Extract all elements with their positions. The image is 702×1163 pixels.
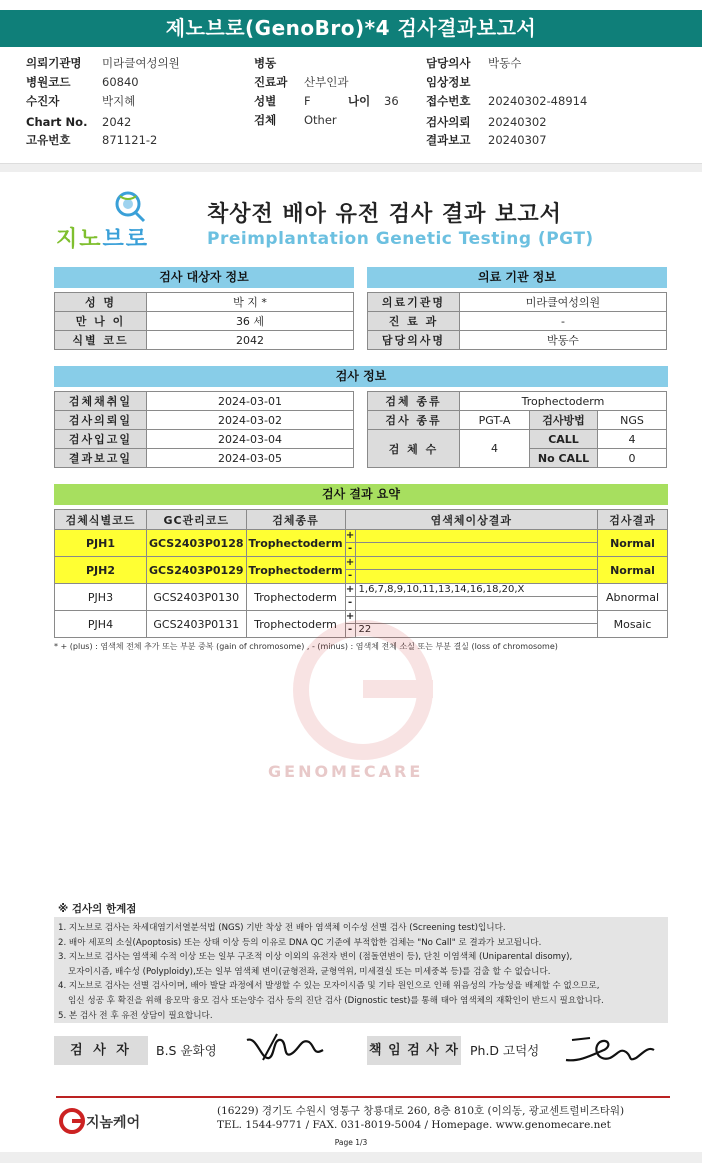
method: NGS: [598, 411, 667, 430]
sample-id: PJH3: [55, 584, 147, 611]
call-label: CALL: [530, 430, 598, 449]
sample-id: PJH2: [55, 557, 147, 584]
genomecare-watermark-icon: [268, 620, 458, 780]
specimen-type: Trophectoderm: [246, 611, 345, 638]
table-row: [368, 411, 667, 430]
test-result: Normal: [598, 557, 668, 584]
watermark-text: GENOMECARE: [268, 762, 424, 781]
requested-row: 검사의뢰 20240302: [426, 115, 547, 129]
ward-row: 병동: [254, 56, 277, 70]
receipt-row: 접수번호 20240302-48914: [426, 94, 588, 108]
test-dates-table: [54, 391, 354, 468]
reported-label: 결과보고일: [55, 449, 147, 468]
inst-dept: -: [460, 312, 667, 331]
table-row: [55, 312, 354, 331]
count: 4: [460, 430, 530, 468]
results-footnote: * + (plus) : 염색체 전체 추가 또는 부분 중복 (gain of chromosome) , - (minus) : 염색체 전체 소실 또는 부분 결실 (loss of chromosome): [54, 642, 558, 651]
col-result: 검사결과: [598, 510, 668, 530]
sample-id: PJH1: [55, 530, 147, 557]
table-row: [55, 392, 354, 411]
requested-label: 검사의뢰일: [55, 411, 147, 430]
gc-code: GCS2403P0129: [147, 557, 247, 584]
test-specimen-table: [367, 391, 667, 468]
table-row: [55, 293, 354, 312]
test-type: PGT-A: [460, 411, 530, 430]
footer-address-block: [217, 1104, 624, 1132]
results-header-row: [55, 510, 668, 530]
director-signature-icon: [560, 1032, 660, 1070]
director-name: Ph.D 고덕성: [470, 1043, 540, 1058]
limitation-item: 임신 성공 후 확진을 위해 융모막 융모 검사 또는양수 검사 등의 진단 검사 (Dignostic test)를 통해 태아 염색체의 재확인이 반드시 필요합니다.: [68, 995, 604, 1006]
reported-date: 2024-03-05: [147, 449, 354, 468]
limitation-item: 1. 지노브로 검사는 차세대염기서열분석법 (NGS) 기반 착상 전 배아 염색체 이수성 선별 검사 (Screening test)입니다.: [58, 923, 506, 933]
gc-code: GCS2403P0131: [147, 611, 247, 638]
collected-label: 검체채취일: [55, 392, 147, 411]
requested-date: 2024-03-02: [147, 411, 354, 430]
specimen-type-label: 검체 종류: [368, 392, 460, 411]
inst-org: 미라클여성의원: [460, 293, 667, 312]
footer-contact: TEL. 1544-9771 / FAX. 031-8019-5004 / Homepage. www.genomecare.net: [217, 1119, 611, 1131]
specimen-type: Trophectoderm: [246, 557, 345, 584]
count-label: 검 체 수: [368, 430, 460, 468]
table-row: [368, 392, 667, 411]
limitation-item: 모자이시즘, 배수성 (Polyploidy),또는 일부 염색체 변이(균형전좌, 균형역위, 미세결실 또는 미세중복 등)를 검출 할 수 없습니다.: [68, 966, 551, 977]
sex-age-row: 성별 F 나이 36: [254, 94, 399, 108]
table-row: [55, 449, 354, 468]
tester-name: B.S 윤화영: [156, 1043, 217, 1058]
table-row: [55, 530, 668, 557]
inst-doctor-label: 담당의사명: [368, 331, 460, 350]
dept-row: 진료과 산부인과: [254, 75, 349, 89]
inst-doctor: 박동수: [460, 331, 667, 350]
genobro-logo-text: 지노브로: [56, 227, 150, 252]
doctor-row: 담당의사 박동수: [426, 56, 522, 70]
chromosome-result: + -: [345, 557, 597, 584]
chromosome-result: + 1,6,7,8,9,10,11,13,14,16,18,20,X -: [345, 584, 597, 611]
table-row: [55, 430, 354, 449]
table-row: [368, 312, 667, 331]
subject-age-label: 만 나 이: [55, 312, 147, 331]
reported-row: 결과보고 20240307: [426, 133, 547, 147]
specimen-row: 검체 Other: [254, 113, 337, 127]
subject-name-label: 성 명: [55, 293, 147, 312]
footer-company: 지놈케어: [86, 1115, 141, 1131]
director-label: 책 임 검 사 자: [367, 1036, 461, 1065]
nocall-label: No CALL: [530, 449, 598, 468]
tester-signature-icon: [243, 1030, 333, 1068]
col-specimen-type: 검체종류: [246, 510, 345, 530]
section-divider: [0, 163, 702, 172]
institution-table: [367, 292, 667, 350]
inst-org-label: 의료기관명: [368, 293, 460, 312]
specimen-type: Trophectoderm: [246, 584, 345, 611]
subject-table: [54, 292, 354, 350]
table-row: [368, 331, 667, 350]
tester-label: 검 사 자: [54, 1036, 148, 1065]
footer-address: (16229) 경기도 수원시 영통구 창룡대로 260, 8층 810호 (이의동, 광교센트럴비즈타워): [217, 1105, 625, 1117]
institution-heading: 의료 기관 정보: [367, 267, 667, 288]
limitation-item: 3. 지노브로 검사는 염색체 수적 이상 또는 일부 구조적 이상 이외의 유전자 변이 (점돌연변이 등), 단친 이염색체 (Uniparental disomy),: [58, 952, 573, 963]
call: 4: [598, 430, 667, 449]
col-gc-code: GC관리코드: [147, 510, 247, 530]
header-info-grid: [22, 54, 692, 154]
chromosome-result: + -: [345, 530, 597, 557]
chart-row: Chart No. 2042: [26, 115, 132, 129]
test-result: Mosaic: [598, 611, 668, 638]
test-result: Normal: [598, 530, 668, 557]
table-row: [55, 331, 354, 350]
footer-rule: [56, 1096, 670, 1098]
limitation-item: 4. 지노브로 검사는 선별 검사이며, 배아 발달 과정에서 발생할 수 있는 모자이시즘 및 기타 원인으로 인해 위음성의 가능성을 배제할 수 없으므로,: [58, 981, 600, 992]
subject-id: 2042: [147, 331, 354, 350]
test-result: Abnormal: [598, 584, 668, 611]
method-label: 검사방법: [530, 411, 598, 430]
col-sample-id: 검체식별코드: [55, 510, 147, 530]
report-title-bar: 제노브로(GenoBro)*4 검사결과보고서: [0, 10, 702, 47]
table-row: [368, 430, 667, 449]
page-number: Page 1/3: [334, 1138, 368, 1147]
limitation-item: 2. 배아 세포의 소실(Apoptosis) 또는 상태 이상 등의 이유로 DNA QC 기준에 부적합한 검체는 "No Call" 로 결과가 보고됩니다.: [58, 937, 542, 948]
subject-name: 박 지 *: [147, 293, 354, 312]
received-date: 2024-03-04: [147, 430, 354, 449]
limitations-box: [54, 917, 668, 1023]
col-chromosome: 염색체이상결과: [345, 510, 597, 530]
test-info-heading: 검사 정보: [54, 366, 668, 387]
uid-row: 고유번호 871121-2: [26, 133, 158, 147]
patient-row: 수진자 박지혜: [26, 94, 136, 108]
sample-id: PJH4: [55, 611, 147, 638]
org-row: 의뢰기관명 미라클여성의원: [26, 56, 180, 70]
results-heading: 검사 결과 요약: [54, 484, 668, 505]
clinical-row: 임상정보: [426, 75, 471, 89]
bottom-strip: [0, 1152, 702, 1163]
subject-heading: 검사 대상자 정보: [54, 267, 354, 288]
gc-code: GCS2403P0128: [147, 530, 247, 557]
chromosome-result: + - 22: [345, 611, 597, 638]
table-row: [55, 557, 668, 584]
limitation-item: 5. 본 검사 전 후 유전 상담이 필요합니다.: [58, 1010, 213, 1021]
code-row: 병원코드 60840: [26, 75, 139, 89]
limitations-heading: ※ 검사의 한계점: [58, 903, 137, 915]
gc-code: GCS2403P0130: [147, 584, 247, 611]
subject-id-label: 식별 코드: [55, 331, 147, 350]
specimen-type: Trophectoderm: [246, 530, 345, 557]
genomecare-logo-icon: [58, 1106, 86, 1136]
received-label: 검사입고일: [55, 430, 147, 449]
collected-date: 2024-03-01: [147, 392, 354, 411]
nocall: 0: [598, 449, 667, 468]
table-row: [368, 293, 667, 312]
report-title-ko: 착상전 배아 유전 검사 결과 보고서: [207, 202, 562, 227]
table-row: [55, 584, 668, 611]
report-title-en: Preimplantation Genetic Testing (PGT): [207, 229, 594, 249]
specimen-type: Trophectoderm: [460, 392, 667, 411]
test-type-label: 검사 종류: [368, 411, 460, 430]
results-table: [54, 509, 668, 638]
subject-age: 36 세: [147, 312, 354, 331]
inst-dept-label: 진 료 과: [368, 312, 460, 331]
table-row: [55, 411, 354, 430]
